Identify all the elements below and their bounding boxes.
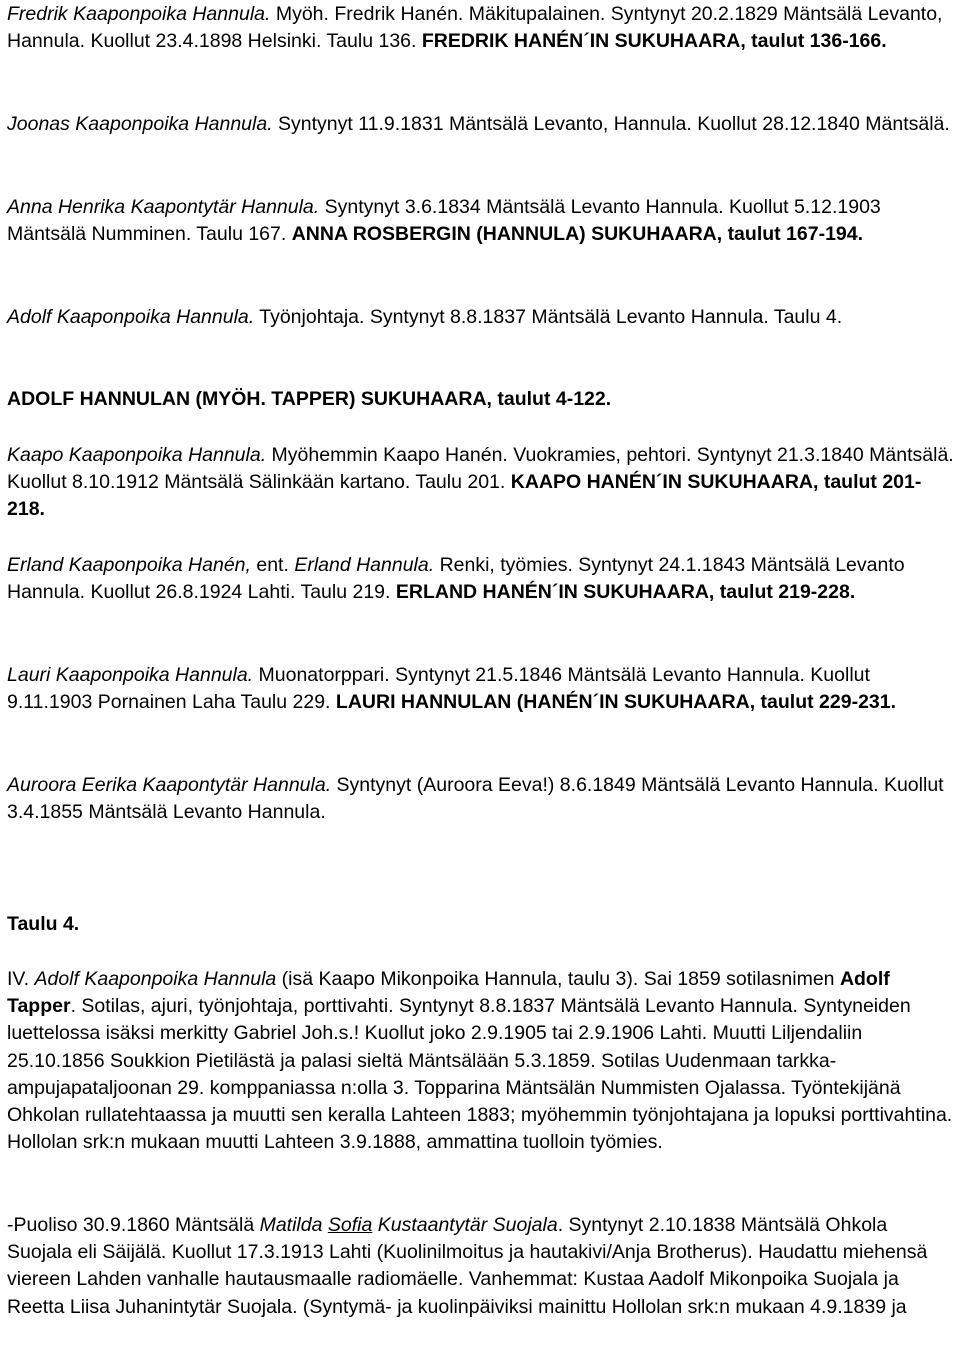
spouse-paragraph [7, 1212, 957, 1321]
person-name: Erland Kaaponpoika Hanén, [7, 554, 251, 576]
entry-adolf [7, 304, 957, 331]
branch-heading: LAURI HANNULAN (HANÉN´IN SUKUHAARA, taulut 229-231. [335, 691, 897, 714]
taulu-text: . Sotilas, ajuri, työnjohtaja, porttivahti. Syntynyt 8.8.1837 Mäntsälä Levanto Hannula. Syntyneiden luettelossa isäksi merkitty Gabriel Joh.s.! Kuollut joko 2.9.1905 tai 2.9.1906 Lahti. Muutti Liljendaliin 25.10.1856 Soukkion Pietilästä ja palasi sieltä Mäntsälään 5.3.1859. Sotilas Uudenmaan tarkka-ampujapataljoonan 29. komppaniassa n:olla 3. Topparina Mäntsälän Nummisten Ojalassa. Työntekijänä Ohkolan rullatehtaassa ja muutti sen keralla Lahteen 1883; myöhemmin työnjohtajana ja lopuksi porttivahtina. Hollolan srk:n mukaan muutti Lahteen 3.9.1888, ammattina tuolloin työmies. [7, 995, 953, 1154]
person-name: Fredrik Kaaponpoika Hannula. [7, 3, 271, 25]
entry-text: Myöh. Fredrik Hanén. Mäkitupalainen. Syntynyt 20.2.1829 Mäntsälä Levanto, Hannula. Kuollut 23.4.1898 Helsinki. Taulu 136. [7, 3, 943, 53]
entry-text: Muonatorppari. Syntynyt 21.5.1846 Mäntsälä Levanto Hannula. Kuollut 9.11.1903 Pornainen Laha Taulu 229. [7, 664, 870, 714]
taulu-text: (isä Kaapo Mikonpoika Hannula, taulu 3). Sai 1859 sotilasnimen [276, 968, 840, 990]
entry-text: Renki, työmies. Syntynyt 24.1.1843 Mäntsälä Levanto Hannula. Kuollut 26.8.1924 Lahti. Taulu 219. [7, 554, 905, 604]
branch-adolf [7, 386, 957, 413]
person-name-alt: Erland Hannula. [294, 554, 435, 576]
spouse-text: . Syntynyt 2.10.1838 Mäntsälä Ohkola Suojala eli Säijälä. Kuollut 17.3.1913 Lahti (Kuolinilmoitus ja hautakivi/Anja Brotherus). Haudattu miehensä viereen Lahden vanhalle hautausmaalle radiomäelle. Vanhemmat: Kustaa Aadolf Mikonpoika Suojala ja Reetta Liisa Juhanintytär Suojala. (Syntymä- ja kuolinpäiviksi mainittu Hollolan srk:n mukaan 4.9.1839 ja [7, 1214, 928, 1318]
entry-kaapo [7, 442, 957, 524]
soldier-name: Adolf Tapper [7, 968, 890, 1018]
entry-joonas [7, 111, 957, 138]
branch-heading: ADOLF HANNULAN (MYÖH. TAPPER) SUKUHAARA, taulut 4-122. [7, 388, 612, 410]
entry-text: Syntynyt (Auroora Eeva!) 8.6.1849 Mäntsälä Levanto Hannula. Kuollut 3.4.1855 Mäntsälä Levanto Hannula. [7, 774, 944, 824]
person-name: Anna Henrika Kaapontytär Hannula. [7, 196, 320, 218]
branch-heading: ANNA ROSBERGIN (HANNULA) SUKUHAARA, taulut 167-194. [291, 223, 864, 246]
spouse-prefix: -Puoliso 30.9.1860 Mäntsälä [7, 1214, 260, 1236]
branch-heading: KAAPO HANÉN´IN SUKUHAARA, taulut 201-218. [7, 471, 922, 521]
person-name: Auroora Eerika Kaapontytär Hannula. [7, 774, 332, 796]
spouse-name-underlined: Sofia [327, 1214, 373, 1236]
person-name: Kaapo Kaaponpoika Hannula. [7, 444, 267, 466]
taulu-main-paragraph [7, 966, 957, 1156]
person-name: Adolf Kaaponpoika Hannula [34, 968, 277, 990]
entry-erland [7, 552, 957, 606]
person-name: Adolf Kaaponpoika Hannula. [7, 306, 255, 328]
entry-text: Myöhemmin Kaapo Hanén. Vuokramies, pehtori. Syntynyt 21.3.1840 Mäntsälä. Kuollut 8.10.1912 Mäntsälä Sälinkään kartano. Taulu 201. [7, 444, 954, 494]
entry-text: Syntynyt 3.6.1834 Mäntsälä Levanto Hannula. Kuollut 5.12.1903 Mäntsälä Numminen. Taulu 167. [7, 196, 881, 246]
entry-text: ent. [250, 554, 295, 576]
branch-heading: FREDRIK HANÉN´IN SUKUHAARA, taulut 136-166. [421, 30, 887, 53]
taulu-heading: Taulu 4. [7, 913, 80, 935]
person-name: Lauri Kaaponpoika Hannula. [7, 664, 254, 686]
entry-lauri [7, 662, 957, 716]
spouse-name: Kustaantytär Suojala [372, 1214, 558, 1236]
entry-text: Työnjohtaja. Syntynyt 8.8.1837 Mäntsälä Levanto Hannula. Taulu 4. [254, 306, 843, 328]
spouse-name: Matilda [259, 1214, 328, 1236]
roman-numeral: IV. [7, 968, 35, 990]
person-name: Joonas Kaaponpoika Hannula. [7, 113, 273, 135]
entry-auroora [7, 772, 957, 826]
branch-heading: ERLAND HANÉN´IN SUKUHAARA, taulut 219-228. [395, 581, 856, 604]
entry-anna [7, 194, 957, 248]
entry-text: Syntynyt 11.9.1831 Mäntsälä Levanto, Hannula. Kuollut 28.12.1840 Mäntsälä. [272, 113, 950, 135]
entry-fredrik [7, 1, 957, 55]
